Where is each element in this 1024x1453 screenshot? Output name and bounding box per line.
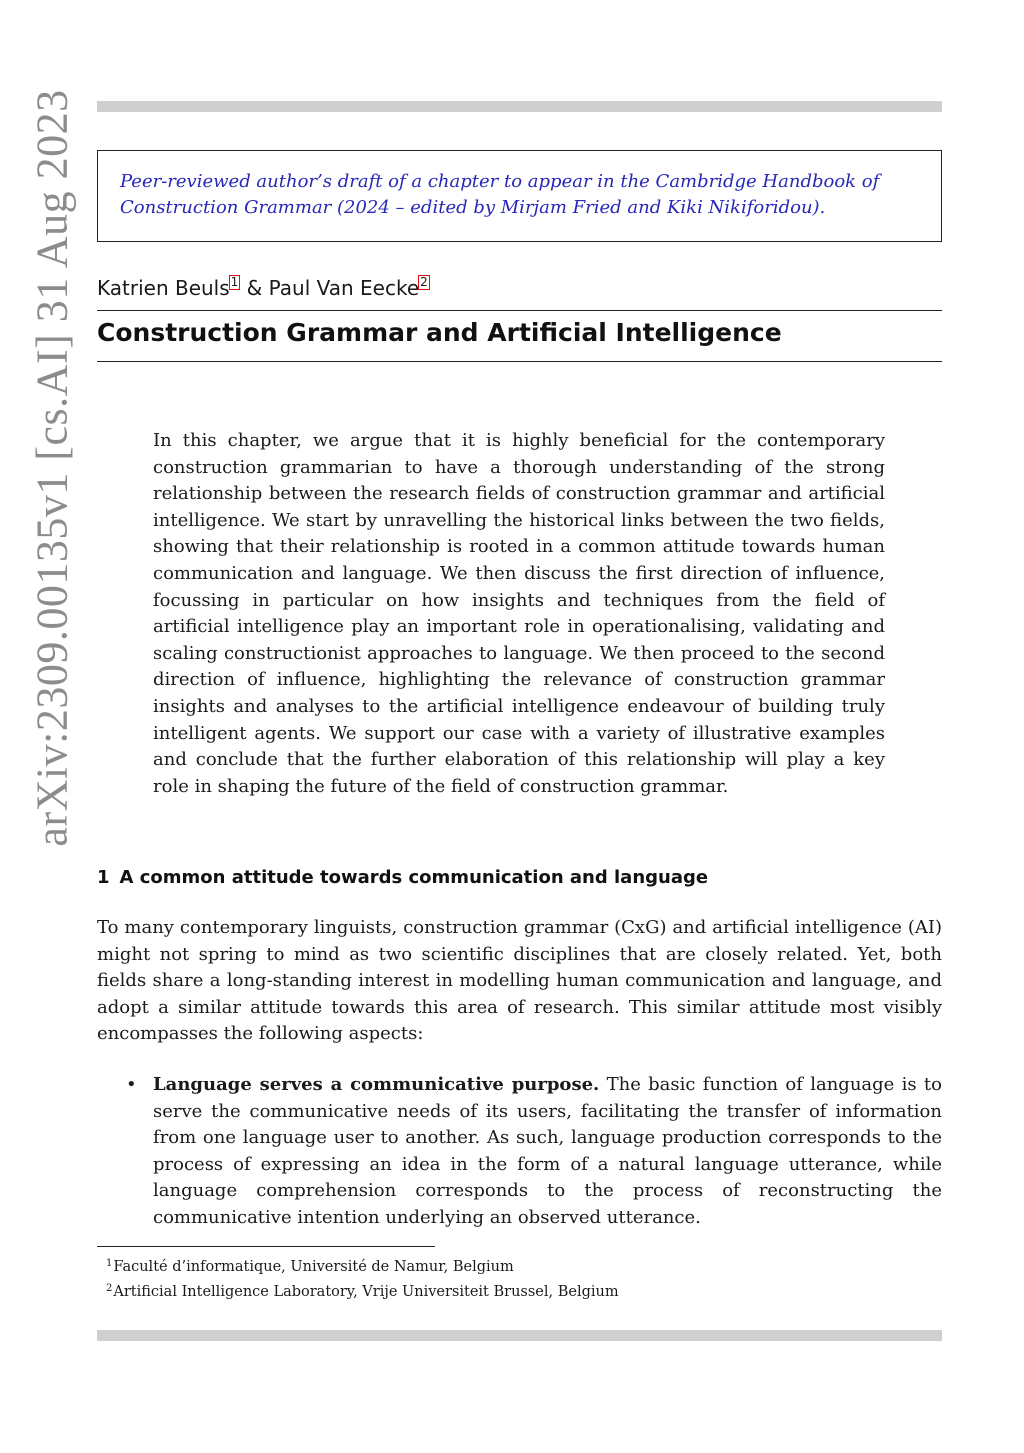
- arxiv-identifier-stamp: arXiv:2309.00135v1 [cs.AI] 31 Aug 2023: [27, 89, 77, 847]
- footnote-ref-1[interactable]: 1: [230, 275, 239, 289]
- footnote-item: [106, 1278, 619, 1303]
- bottom-border-bar: [97, 1330, 942, 1341]
- author-line: [97, 275, 430, 300]
- footnote-text: Faculté d’informatique, Université de Namur, Belgium: [113, 1259, 514, 1275]
- top-border-bar: [97, 101, 942, 112]
- draft-notice-box: [97, 150, 942, 242]
- author-name: Paul Van Eecke: [268, 276, 420, 300]
- section-number: 1: [97, 867, 110, 888]
- footnote-mark: 2: [106, 1283, 113, 1294]
- bullet-icon: •: [126, 1074, 137, 1095]
- footnote-item: [106, 1253, 619, 1278]
- paper-title: Construction Grammar and Artificial Intelligence: [97, 318, 782, 347]
- author-name: Katrien Beuls: [97, 276, 230, 300]
- section-title: A common attitude towards communication and language: [119, 867, 709, 888]
- title-rule-bottom: [97, 361, 942, 362]
- title-rule-top: [97, 310, 942, 311]
- section-heading: [97, 867, 708, 888]
- draft-notice-text: Peer-reviewed author’s draft of a chapter to appear in the Cambridge Handbook of Construction Grammar (2024 – edited by Mirjam Fried and Kiki Nikiforidou).: [120, 171, 880, 218]
- list-item-lead: Language serves a communicative purpose.: [153, 1074, 600, 1095]
- list-item-text: The basic function of language is to serve the communicative needs of its users, facilitating the transfer of information from one language user to another. As such, language production corresponds to the process of expressing an idea in the form of a natural language utterance, while language comprehension corresponds to the process of reconstructing the communicative intention underlying an observed utterance.: [153, 1074, 942, 1228]
- footnote-ref-2[interactable]: 2: [420, 275, 428, 289]
- footnote-mark: 1: [106, 1258, 113, 1269]
- author-separator: &: [240, 276, 269, 300]
- footnotes: [106, 1253, 619, 1303]
- list-item: [126, 1072, 942, 1232]
- aspect-list: [126, 1072, 942, 1232]
- footnote-rule: [97, 1246, 435, 1247]
- footnote-text: Artificial Intelligence Laboratory, Vrije Universiteit Brussel, Belgium: [113, 1284, 619, 1300]
- abstract: In this chapter, we argue that it is highly beneficial for the contemporary construction grammarian to have a thorough understanding of the strong relationship between the research fields of construction grammar and artificial intelligence. We start by unravelling the historical links between the two fields, showing that their relationship is rooted in a common attitude towards human communication and language. We then discuss the first direction of influence, focussing in particular on how insights and techniques from the field of artificial intelligence play an important role in operationalising, validating and scaling constructionist approaches to language. We then proceed to the second direction of influence, highlighting the relevance of construction grammar insights and analyses to the artificial intelligence endeavour of building truly intelligent agents. We support our case with a variety of illustrative examples and conclude that the further elaboration of this relationship will play a key role in shaping the future of the field of construction grammar.: [153, 430, 885, 797]
- intro-paragraph: To many contemporary linguists, construction grammar (CxG) and artificial intelligence (AI) might not spring to mind as two scientific disciplines that are closely related. Yet, both fields share a long-standing interest in modelling human communication and language, and adopt a similar attitude towards this area of research. This similar attitude most visibly encompasses the following aspects:: [97, 917, 942, 1045]
